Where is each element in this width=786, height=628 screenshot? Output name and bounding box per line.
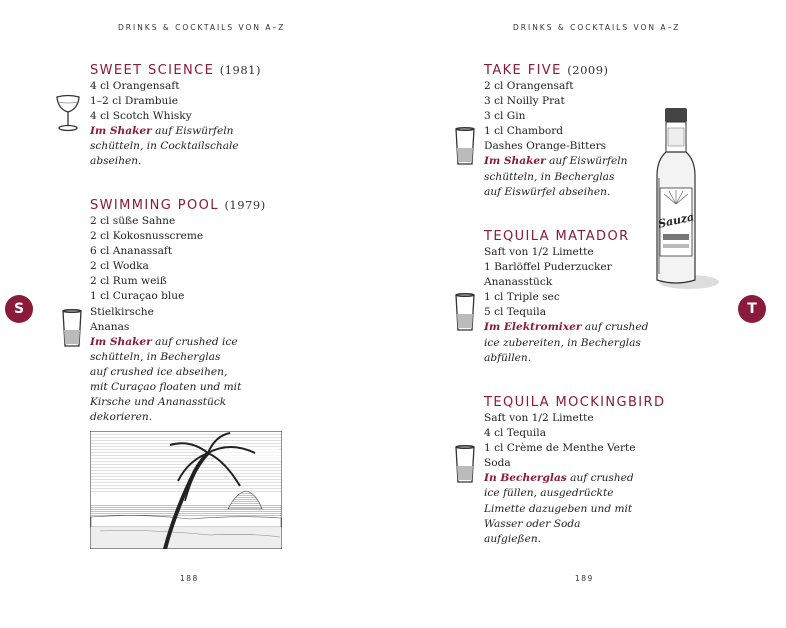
- ingredient: Saft von 1/2 Limette: [484, 246, 594, 258]
- recipe-title: SWEET SCIENCE (1981): [90, 63, 261, 78]
- recipe-title: TAKE FIVE (2009): [484, 63, 609, 78]
- thumb-index-s: S: [5, 295, 33, 323]
- tumbler-glass-icon: [453, 126, 477, 168]
- ingredient: 1 cl Crème de Menthe Verte: [484, 442, 636, 455]
- recipe-method: In Becherglas auf crushed ice füllen, ausgedrückte Limette dazugeben und mit Wasser oder Soda aufgießen.: [484, 472, 634, 545]
- running-head: DRINKS & COCKTAILS VON A–Z: [118, 23, 286, 32]
- page-number: 188: [180, 574, 199, 583]
- page-number: 189: [575, 574, 594, 583]
- ingredient: 2 cl Wodka: [90, 260, 149, 273]
- ingredient: 3 cl Noilly Prat: [484, 95, 565, 108]
- ingredient: 4 cl Scotch Whisky: [90, 110, 192, 123]
- ingredient: Ananas: [90, 320, 130, 333]
- recipe-method: Im Shaker auf crushed ice schütteln, in Becherglas auf crushed ice abseihen, mit Curaçao floaten und mit Kirsche und Ananasstück dekorieren.: [90, 335, 242, 424]
- ingredient: 1 cl Chambord: [484, 125, 564, 138]
- cocktail-glass-icon: [52, 93, 84, 133]
- recipe-swimming-pool: [90, 198, 290, 425]
- recipe-title: TEQUILA MOCKINGBIRD: [484, 395, 666, 410]
- beach-palm-illustration: [90, 431, 282, 549]
- ingredient: 2 cl süße Sahne: [90, 215, 176, 227]
- ingredient: 3 cl Gin: [484, 110, 526, 123]
- ingredient: Stielkirsche: [90, 305, 154, 318]
- bottle-label: Sauza: [656, 210, 696, 231]
- ingredient: Saft von 1/2 Limette: [484, 412, 594, 424]
- ingredient: 6 cl Ananassaft: [90, 245, 173, 258]
- ingredient: 1–2 cl Drambuie: [90, 95, 179, 108]
- recipe-method: Im Shaker auf Eiswürfeln schütteln, in Becherglas auf Eiswürfel abseihen.: [484, 155, 628, 198]
- ingredient: Ananasstück: [484, 276, 553, 289]
- running-head: DRINKS & COCKTAILS VON A–Z: [513, 23, 681, 32]
- recipe-title: TEQUILA MATADOR: [484, 229, 630, 244]
- tumbler-glass-icon: [453, 444, 477, 486]
- ingredient: 4 cl Tequila: [484, 427, 547, 440]
- recipe-method: Im Shaker auf Eiswürfeln schütteln, in Cocktailschale abseihen.: [90, 125, 239, 168]
- ingredient: 2 cl Rum weiß: [90, 275, 167, 288]
- ingredient: 2 cl Kokosnusscreme: [90, 230, 204, 243]
- recipe-tequila-matador: [484, 229, 684, 366]
- ingredient: 2 cl Orangensaft: [484, 80, 574, 92]
- recipe-sweet-science: [90, 63, 290, 170]
- thumb-index-t: T: [738, 295, 766, 323]
- tumbler-glass-icon: [453, 292, 477, 334]
- ingredient: 1 Barlöffel Puderzucker: [484, 261, 612, 274]
- ingredient: 4 cl Orangensaft: [90, 80, 180, 92]
- recipe-tequila-mockingbird: [484, 395, 684, 547]
- ingredient: Dashes Orange-Bitters: [484, 140, 607, 153]
- ingredient: 5 cl Tequila: [484, 306, 547, 319]
- right-page: [393, 0, 786, 628]
- recipe-title: SWIMMING POOL (1979): [90, 198, 266, 213]
- recipe-method: Im Elektromixer auf crushed ice zubereiten, in Becherglas abfüllen.: [484, 321, 649, 364]
- ingredient: 1 cl Curaçao blue: [90, 290, 185, 303]
- ingredient: Soda: [484, 457, 511, 470]
- tumbler-glass-icon: [60, 308, 84, 350]
- ingredient: 1 cl Triple sec: [484, 291, 560, 304]
